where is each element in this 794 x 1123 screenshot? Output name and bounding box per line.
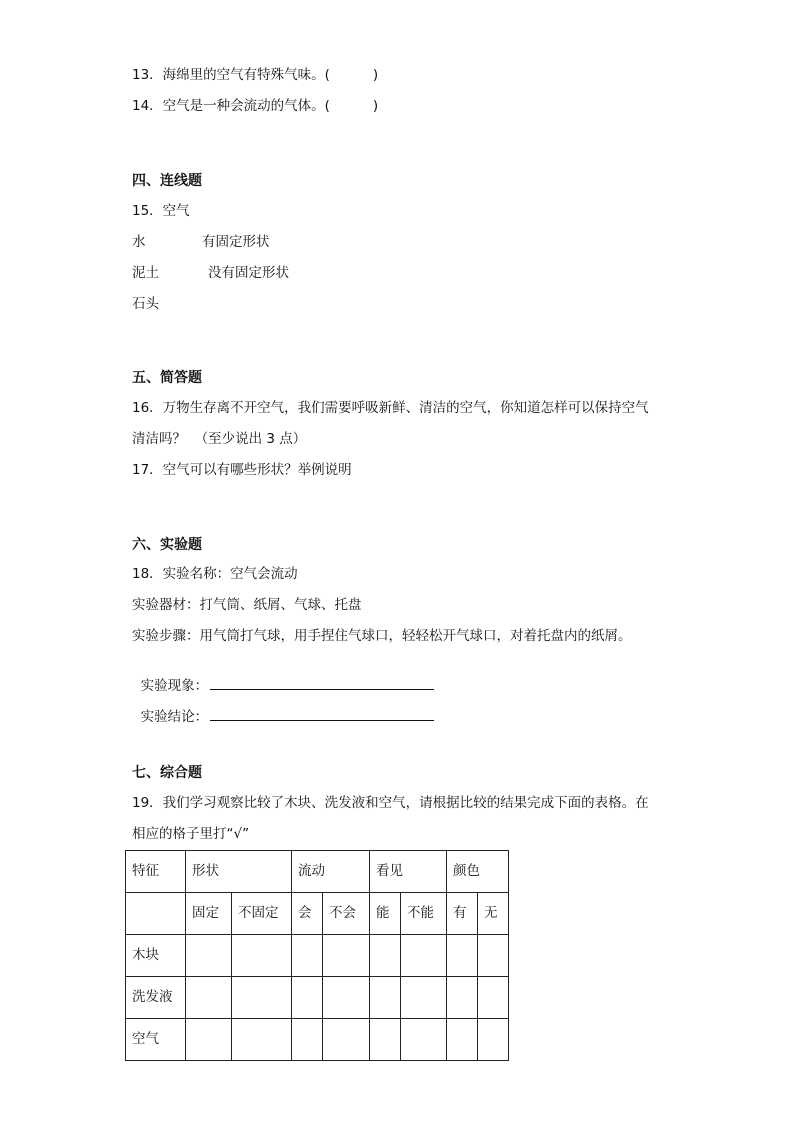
table-subheader-row: [126, 893, 509, 935]
section-heading-experiment: 六、实验题: [132, 537, 202, 553]
answer-cell[interactable]: [401, 1019, 447, 1061]
table-group-header: 看见: [370, 851, 447, 893]
experiment-phenomenon-row: [132, 661, 434, 693]
question-19-line-2: 相应的格子里打“√”: [132, 826, 250, 842]
answer-cell[interactable]: [323, 977, 370, 1019]
section-heading-comprehensive: 七、综合题: [132, 765, 202, 781]
answer-cell[interactable]: [292, 977, 323, 1019]
conclusion-label: 实验结论：: [140, 708, 209, 725]
question-18: 18．实验名称：空气会流动: [132, 566, 298, 582]
table-subheader: 固定: [186, 893, 232, 935]
table-row-label: 洗发液: [126, 977, 186, 1019]
table-subheader: 无: [478, 893, 509, 935]
table-corner-cell: 特征: [126, 851, 186, 893]
table-row-label: 空气: [126, 1019, 186, 1061]
question-17: 17．空气可以有哪些形状？举例说明: [132, 462, 352, 478]
matching-right-item: 有固定形状: [202, 234, 270, 250]
section-heading-matching: 四、连线题: [132, 173, 202, 189]
question-14: 14．空气是一种会流动的气体。( ): [132, 98, 379, 114]
table-subheader: 不固定: [232, 893, 292, 935]
answer-cell[interactable]: [478, 977, 509, 1019]
table-subheader: 不会: [323, 893, 370, 935]
answer-cell[interactable]: [370, 935, 401, 977]
table-row-label: 木块: [126, 935, 186, 977]
question-15: 15．空气: [132, 203, 190, 219]
table-empty-cell: [126, 893, 186, 935]
answer-cell[interactable]: [401, 935, 447, 977]
table-row: [126, 1019, 509, 1061]
table-subheader: 有: [447, 893, 478, 935]
table-subheader: 能: [370, 893, 401, 935]
answer-cell[interactable]: [292, 935, 323, 977]
phenomenon-answer-blank[interactable]: [210, 675, 434, 690]
phenomenon-label: 实验现象：: [140, 677, 209, 694]
question-13: 13．海绵里的空气有特殊气味。( ): [132, 67, 379, 83]
answer-cell[interactable]: [186, 977, 232, 1019]
experiment-conclusion-row: [132, 692, 434, 724]
matching-left-item: 水: [132, 234, 146, 250]
answer-cell[interactable]: [186, 935, 232, 977]
answer-cell[interactable]: [232, 977, 292, 1019]
answer-cell[interactable]: [478, 935, 509, 977]
table-row: [126, 935, 509, 977]
experiment-steps: 实验步骤：用气筒打气球，用手捏住气球口，轻轻松开气球口，对着托盘内的纸屑。: [132, 628, 632, 644]
table-subheader: 会: [292, 893, 323, 935]
answer-cell[interactable]: [370, 1019, 401, 1061]
answer-cell[interactable]: [447, 1019, 478, 1061]
table-group-header: 颜色: [447, 851, 509, 893]
matching-right-item: 没有固定形状: [208, 265, 289, 281]
answer-cell[interactable]: [232, 935, 292, 977]
matching-left-item: 石头: [132, 296, 159, 312]
answer-cell[interactable]: [447, 935, 478, 977]
answer-cell[interactable]: [292, 1019, 323, 1061]
matching-left-item: 泥土: [132, 265, 159, 281]
table-subheader: 不能: [401, 893, 447, 935]
answer-cell[interactable]: [401, 977, 447, 1019]
conclusion-answer-blank[interactable]: [210, 706, 434, 721]
answer-cell[interactable]: [232, 1019, 292, 1061]
table-header-row: [126, 851, 509, 893]
table-group-header: 形状: [186, 851, 292, 893]
question-19-line-1: 19．我们学习观察比较了木块、洗发液和空气，请根据比较的结果完成下面的表格。在: [132, 795, 649, 811]
answer-cell[interactable]: [186, 1019, 232, 1061]
table-row: [126, 977, 509, 1019]
section-heading-short-answer: 五、简答题: [132, 370, 202, 386]
answer-cell[interactable]: [447, 977, 478, 1019]
question-16-line-1: 16．万物生存离不开空气，我们需要呼吸新鲜、清洁的空气，你知道怎样可以保持空气: [132, 400, 649, 416]
experiment-equipment: 实验器材：打气筒、纸屑、气球、托盘: [132, 597, 362, 613]
comparison-table: [125, 850, 509, 1061]
question-16-line-2: 清洁吗？ （至少说出 3 点）: [132, 431, 307, 447]
answer-cell[interactable]: [478, 1019, 509, 1061]
table-group-header: 流动: [292, 851, 370, 893]
answer-cell[interactable]: [370, 977, 401, 1019]
answer-cell[interactable]: [323, 935, 370, 977]
answer-cell[interactable]: [323, 1019, 370, 1061]
